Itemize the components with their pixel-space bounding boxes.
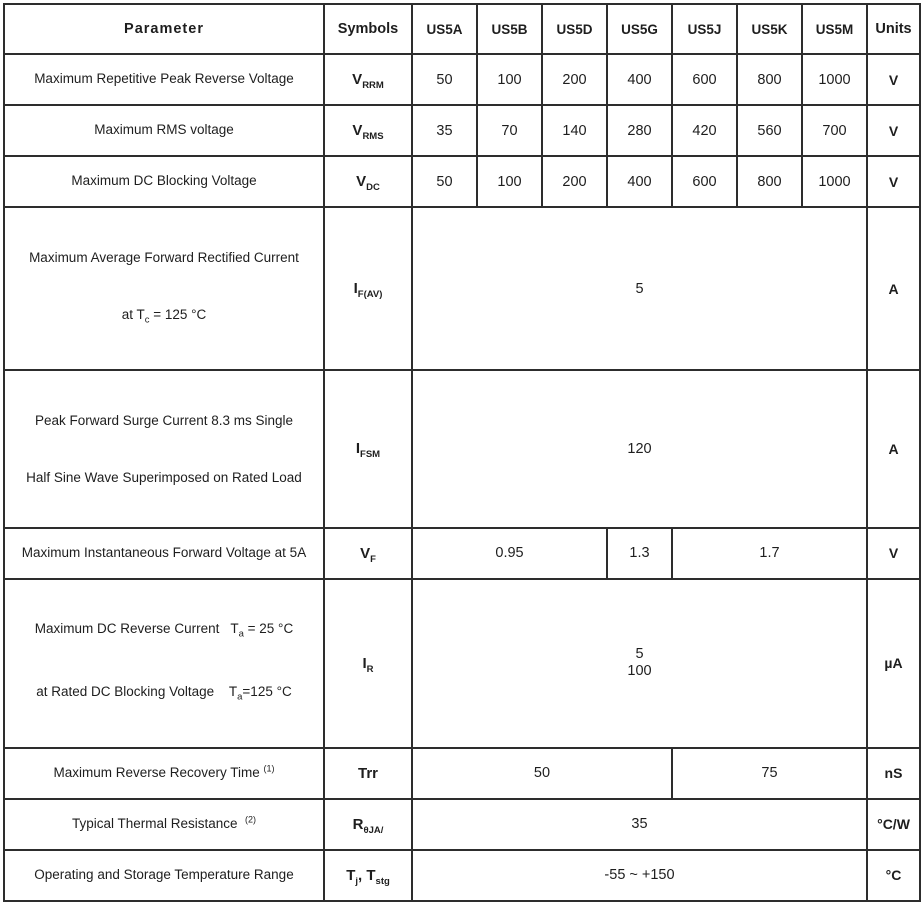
row-ifsm — [4, 370, 920, 528]
header-symbols: Symbols — [324, 4, 412, 54]
param-line-2: Half Sine Wave Superimposed on Rated Load — [26, 470, 302, 486]
param-line-1: Maximum Average Forward Rectified Current — [29, 249, 299, 265]
param-text: Typical Thermal Resistance — [71, 815, 246, 831]
param-line-2 — [5, 306, 323, 329]
symbol-base: V — [352, 122, 363, 139]
unit-cell: nS — [867, 748, 920, 799]
unit-cell: °C/W — [867, 799, 920, 850]
symbol-cell — [324, 748, 412, 799]
param-cell — [4, 799, 324, 850]
symbol-base-2: , T — [358, 866, 376, 884]
header-model-us5b: US5B — [477, 4, 542, 54]
row-ir — [4, 579, 920, 748]
row-vrrm — [4, 54, 920, 105]
symbol-cell — [324, 156, 412, 207]
param-line-2 — [5, 683, 323, 706]
unit-cell: V — [867, 156, 920, 207]
symbol-cell — [324, 207, 412, 370]
unit-cell: V — [867, 54, 920, 105]
row-vf — [4, 528, 920, 579]
symbol-cell — [324, 850, 412, 901]
value-cell-span: 50 — [412, 748, 672, 799]
value-cell: 420 — [672, 105, 737, 156]
value-cell-span: 1.7 — [672, 528, 867, 579]
symbol-subscript: F — [370, 553, 376, 565]
header-model-us5k: US5K — [737, 4, 802, 54]
value-cell: 100 — [477, 54, 542, 105]
symbol-subscript-2: stg — [375, 875, 390, 887]
header-model-us5a: US5A — [412, 4, 477, 54]
value-cell-span: 5 — [412, 207, 867, 370]
symbol-base: I — [355, 440, 361, 458]
symbol-base: I — [353, 280, 358, 298]
header-row — [4, 4, 920, 54]
param-cell — [4, 579, 324, 748]
param-text: at T — [121, 307, 145, 322]
param-cell: Operating and Storage Temperature Range — [4, 850, 324, 901]
value-cell-span: 35 — [412, 799, 867, 850]
value-cell-span: 120 — [412, 370, 867, 528]
value-line-2: 100 — [627, 663, 652, 680]
value-cell: 70 — [477, 105, 542, 156]
value-cell: 50 — [412, 54, 477, 105]
param-text: at Rated DC Blocking Voltage T — [36, 684, 238, 700]
param-cell — [4, 748, 324, 799]
param-cell — [4, 370, 324, 528]
value-cell-span: -55 ~ +150 — [412, 850, 867, 901]
symbol-subscript: DC — [366, 182, 380, 193]
value-cell: 400 — [607, 156, 672, 207]
symbol-subscript: j — [355, 875, 359, 887]
value-cell: 1000 — [802, 54, 867, 105]
value-cell: 700 — [802, 105, 867, 156]
symbol-subscript: RMS — [362, 131, 384, 142]
header-model-us5j: US5J — [672, 4, 737, 54]
maximum-ratings-table — [3, 3, 921, 902]
value-cell: 200 — [542, 54, 607, 105]
symbol-subscript: R — [366, 663, 374, 675]
value-cell: 1000 — [802, 156, 867, 207]
value-cell: 100 — [477, 156, 542, 207]
symbol-subscript: FSM — [360, 449, 381, 461]
unit-cell: V — [867, 528, 920, 579]
symbol-cell — [324, 54, 412, 105]
value-cell-span: 75 — [672, 748, 867, 799]
symbol-base: T — [346, 866, 356, 884]
param-subscript: a — [238, 628, 244, 640]
header-units: Units — [867, 4, 920, 54]
value-cell-span: 1.3 — [607, 528, 672, 579]
value-cell: 600 — [672, 156, 737, 207]
param-text: = 125 °C — [149, 307, 207, 322]
header-parameter: Parameter — [4, 4, 324, 54]
param-text: =125 °C — [242, 684, 292, 700]
unit-cell: µA — [867, 579, 920, 748]
param-cell — [4, 207, 324, 370]
value-cell: 50 — [412, 156, 477, 207]
symbol-subscript: θJA/ — [363, 824, 384, 836]
row-trr — [4, 748, 920, 799]
header-model-us5m: US5M — [802, 4, 867, 54]
symbol-cell — [324, 528, 412, 579]
symbol-cell — [324, 579, 412, 748]
unit-cell: A — [867, 207, 920, 370]
value-cell: 560 — [737, 105, 802, 156]
symbol-subscript: RRM — [362, 80, 384, 91]
symbol-base: Trr — [357, 764, 378, 782]
symbol-base: R — [352, 815, 364, 833]
value-cell-span: 0.95 — [412, 528, 607, 579]
unit-cell: °C — [867, 850, 920, 901]
symbol-cell — [324, 799, 412, 850]
unit-cell: V — [867, 105, 920, 156]
param-text: = 25 °C — [243, 621, 294, 637]
param-line-1 — [5, 620, 323, 643]
value-cell: 400 — [607, 54, 672, 105]
param-cell: Maximum RMS voltage — [4, 105, 324, 156]
row-vrms — [4, 105, 920, 156]
param-subscript: c — [144, 314, 150, 326]
symbol-base: I — [362, 654, 367, 672]
value-cell: 280 — [607, 105, 672, 156]
row-rthja — [4, 799, 920, 850]
value-cell: 35 — [412, 105, 477, 156]
symbol-subscript: F(AV) — [357, 289, 383, 301]
symbol-cell — [324, 370, 412, 528]
header-model-us5d: US5D — [542, 4, 607, 54]
value-cell: 140 — [542, 105, 607, 156]
header-model-us5g: US5G — [607, 4, 672, 54]
footnote-marker: (2) — [245, 814, 257, 825]
footnote-marker: (1) — [263, 763, 275, 774]
param-line-1: Peak Forward Surge Current 8.3 ms Single — [34, 412, 294, 428]
row-ifav — [4, 207, 920, 370]
param-subscript: a — [237, 692, 243, 704]
param-text: Maximum DC Reverse Current T — [34, 621, 239, 637]
value-cell: 200 — [542, 156, 607, 207]
symbol-base: V — [360, 544, 371, 562]
param-cell: Maximum Repetitive Peak Reverse Voltage — [4, 54, 324, 105]
param-cell: Maximum Instantaneous Forward Voltage at 5A — [4, 528, 324, 579]
value-line-1: 5 — [635, 646, 644, 663]
symbol-cell — [324, 105, 412, 156]
param-cell: Maximum DC Blocking Voltage — [4, 156, 324, 207]
symbol-base: V — [356, 173, 367, 190]
row-vdc — [4, 156, 920, 207]
value-cell-span — [412, 579, 867, 748]
param-text: Maximum Reverse Recovery Time — [53, 764, 264, 780]
row-tj-tstg — [4, 850, 920, 901]
value-cell: 600 — [672, 54, 737, 105]
symbol-base: V — [352, 71, 363, 88]
value-cell: 800 — [737, 156, 802, 207]
value-cell: 800 — [737, 54, 802, 105]
unit-cell: A — [867, 370, 920, 528]
